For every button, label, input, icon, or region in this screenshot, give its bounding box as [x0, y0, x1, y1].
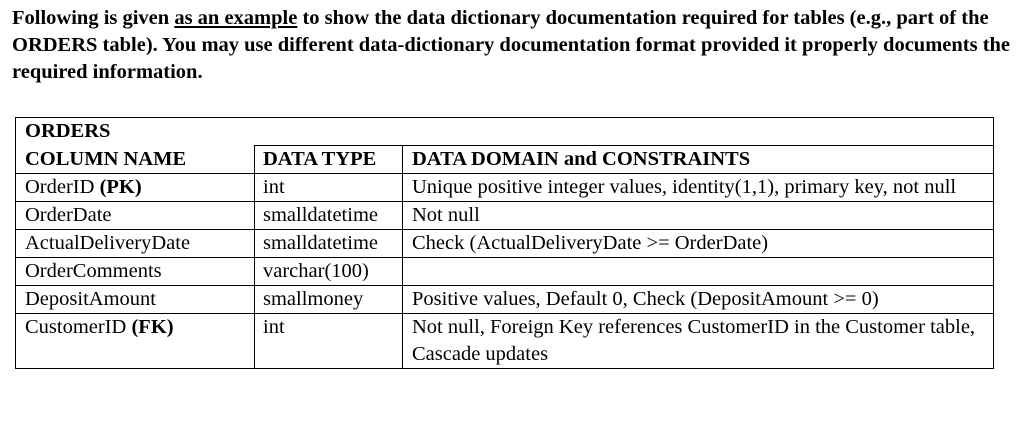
- header-row: [16, 146, 994, 174]
- data-type-cell: varchar(100): [255, 258, 403, 286]
- table-title-cell: [16, 118, 994, 146]
- column-name-cell: [16, 230, 255, 258]
- header-column-name: COLUMN NAME: [16, 146, 255, 174]
- table-row: [16, 314, 994, 369]
- column-name-cell: [16, 314, 255, 369]
- constraints-cell: [403, 258, 994, 286]
- example-link[interactable]: as an example: [174, 7, 298, 29]
- intro-paragraph: [12, 5, 1012, 86]
- column-name: ActualDeliveryDate: [25, 232, 191, 254]
- header-constraints: DATA DOMAIN and CONSTRAINTS: [403, 146, 994, 174]
- data-type-cell: int: [255, 174, 403, 202]
- data-type-cell: int: [255, 314, 403, 369]
- constraints-cell: Not null, Foreign Key references CustomerID in the Customer table, Cascade updates: [403, 314, 994, 369]
- key-marker: (FK): [126, 316, 174, 338]
- table-row: [16, 286, 994, 314]
- data-type-cell: smalldatetime: [255, 202, 403, 230]
- table-row: [16, 258, 994, 286]
- column-name-cell: [16, 258, 255, 286]
- column-name: DepositAmount: [25, 288, 156, 310]
- data-type-cell: smalldatetime: [255, 230, 403, 258]
- data-dictionary-table: [15, 117, 994, 369]
- data-type-cell: smallmoney: [255, 286, 403, 314]
- constraints-cell: Positive values, Default 0, Check (DepositAmount >= 0): [403, 286, 994, 314]
- column-name: OrderDate: [25, 204, 112, 226]
- column-name: CustomerID: [25, 316, 127, 338]
- table-row: [16, 174, 994, 202]
- column-name: OrderID: [25, 176, 95, 198]
- intro-text-end: to show the data dictionary documentation required for tables (e.g., part of the ORDERS table). You may use different data-dictionary documentation format provided it properly documents the required information.: [12, 7, 1011, 83]
- table-title: ORDERS: [25, 120, 111, 142]
- column-name: OrderComments: [25, 260, 162, 282]
- table-row: [16, 202, 994, 230]
- intro-text-start: Following is given: [12, 7, 175, 29]
- column-name-cell: [16, 174, 255, 202]
- table-row: [16, 230, 994, 258]
- header-data-type: DATA TYPE: [255, 146, 403, 174]
- constraints-cell: Check (ActualDeliveryDate >= OrderDate): [403, 230, 994, 258]
- constraints-cell: Not null: [403, 202, 994, 230]
- key-marker: (PK): [94, 176, 142, 198]
- column-name-cell: [16, 202, 255, 230]
- constraints-cell: Unique positive integer values, identity(1,1), primary key, not null: [403, 174, 994, 202]
- table-title-row: [16, 118, 994, 146]
- column-name-cell: [16, 286, 255, 314]
